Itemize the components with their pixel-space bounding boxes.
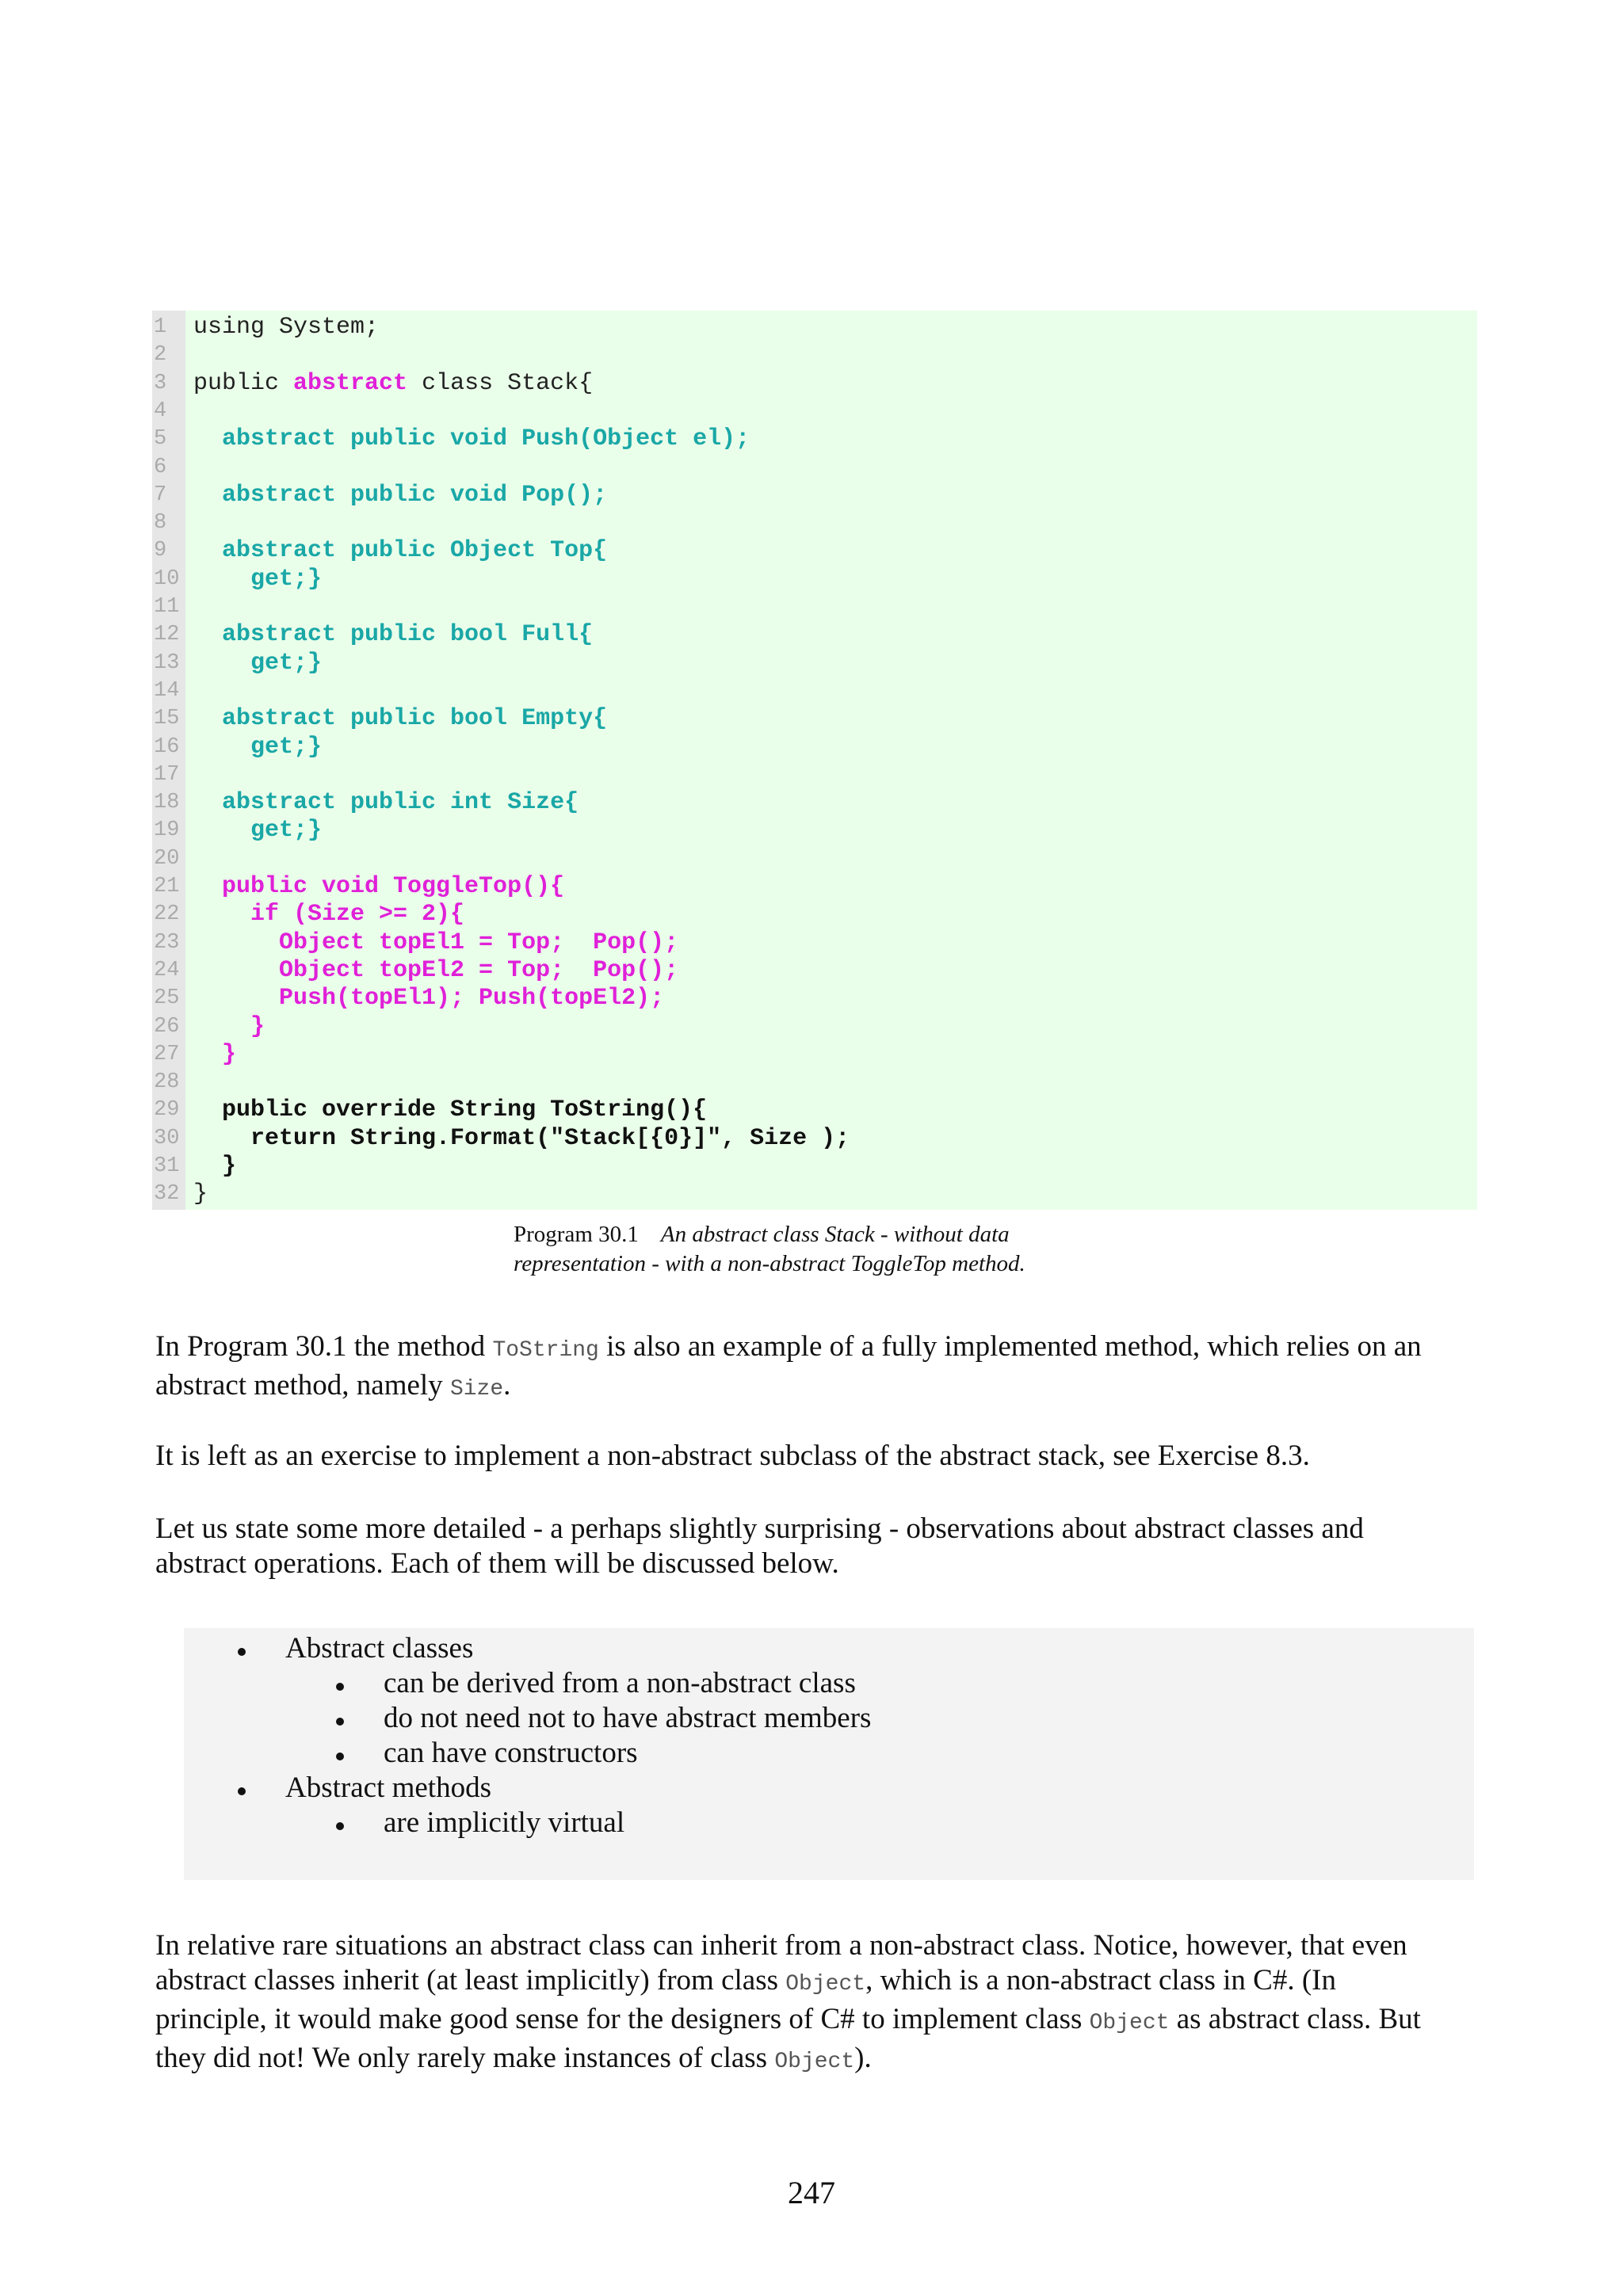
code-token: get;} [193, 733, 323, 761]
caption-number: Program 30.1 [514, 1222, 639, 1247]
bullet-virtual: are implicitly virtual [384, 1806, 625, 1839]
code-token: Object topEl1 = Top; Pop(); [193, 929, 679, 956]
code-token: get;} [193, 649, 323, 677]
inline-code-size: Size [449, 1377, 504, 1402]
line-number: 26 [154, 1014, 180, 1039]
paragraph-exercise: It is left as an exercise to implement a non-abstract subclass of the abstract stack, see Exercise 8.3. [155, 1440, 1310, 1472]
caption-text-line2: representation - with a non-abstract ToggleTop method. [514, 1251, 1025, 1276]
para1-text-b: is also an example of a fully implemented method, which relies on an [598, 1330, 1422, 1363]
code-token: Push(topEl1); Push(topEl2); [193, 985, 665, 1013]
line-number: 6 [154, 455, 167, 479]
code-token: public override String ToString(){ [193, 1097, 708, 1124]
line-number: 19 [154, 818, 180, 843]
code-text [193, 370, 593, 398]
line-number: 10 [154, 566, 180, 591]
bullet-derived: can be derived from a non-abstract class [384, 1667, 856, 1699]
line-number: 23 [154, 930, 180, 955]
code-text [193, 873, 564, 901]
bullet-dot [238, 1648, 246, 1656]
code-token: if (Size >= 2){ [193, 901, 465, 929]
bullet-dot [336, 1683, 344, 1691]
line-number: 28 [154, 1070, 180, 1095]
bullet-dot [238, 1787, 246, 1795]
code-token: abstract public void Push(Object el); [193, 425, 750, 453]
para4-line3-a: principle, it would make good sense for the designers of C# to implement class [155, 2003, 1090, 2035]
code-text [193, 705, 607, 733]
line-number: 18 [154, 791, 180, 815]
page-number: 247 [788, 2175, 835, 2210]
code-token: } [193, 1153, 237, 1180]
code-text [193, 425, 750, 453]
para4-line4-a: they did not! We only rarely make instances of class [155, 2042, 775, 2074]
line-number: 20 [154, 846, 180, 871]
code-token: public void ToggleTop(){ [193, 873, 565, 900]
line-number: 2 [154, 343, 167, 368]
code-text [193, 1097, 707, 1124]
paragraph-tostring [155, 1329, 1471, 1407]
code-text [193, 929, 678, 957]
code-token: return String.Format("Stack[{0}]", Size ); [193, 1124, 850, 1152]
code-token: abstract [293, 369, 408, 397]
line-number: 31 [154, 1154, 180, 1178]
bullet-dot [336, 1718, 344, 1726]
code-text [193, 957, 678, 985]
line-number: 9 [154, 539, 167, 563]
line-number: 8 [154, 511, 167, 536]
inline-code-object: Object [774, 2050, 855, 2074]
code-token: abstract public bool Empty{ [193, 705, 608, 733]
para4-line3-b: as abstract class. But [1169, 2003, 1421, 2035]
code-token: } [193, 1013, 265, 1040]
para4-line4-b: ). [854, 2042, 872, 2074]
code-text [193, 985, 664, 1013]
code-token: abstract public bool Full{ [193, 621, 594, 649]
line-number: 22 [154, 902, 180, 927]
code-text [193, 621, 593, 649]
bullet-box [184, 1628, 1474, 1880]
line-number: 27 [154, 1042, 180, 1066]
code-text [193, 817, 322, 845]
para1-text-c: abstract method, namely [155, 1369, 450, 1402]
inline-code-object: Object [1089, 2011, 1170, 2035]
para4-line2-a: abstract classes inherit (at least implicitly) from class [155, 1964, 786, 1997]
line-number: 7 [154, 482, 167, 507]
code-text [193, 1041, 236, 1069]
code-text [193, 1153, 236, 1180]
code-token: Object topEl2 = Top; Pop(); [193, 956, 679, 984]
code-token: } [193, 1040, 237, 1068]
code-text [193, 650, 322, 677]
paragraph-inheritance [155, 1928, 1471, 2080]
line-number: 30 [154, 1126, 180, 1150]
line-number: 4 [154, 399, 167, 423]
line-number: 17 [154, 762, 180, 787]
para4-line2-b: , which is a non-abstract class in C#. (In [865, 1964, 1336, 1997]
code-token: using System; [193, 314, 380, 341]
line-number: 12 [154, 623, 180, 647]
code-token: abstract public Object Top{ [193, 537, 608, 565]
code-text [193, 314, 379, 341]
bullet-abstract-classes: Abstract classes [285, 1632, 474, 1665]
code-token: } [193, 1180, 208, 1208]
bullet-no-abstract-members: do not need not to have abstract members [384, 1702, 872, 1734]
code-token: public [193, 369, 294, 397]
line-number: 5 [154, 427, 167, 452]
code-token: get;} [193, 565, 323, 593]
bullet-dot [336, 1753, 344, 1760]
bullet-constructors: can have constructors [384, 1737, 638, 1769]
line-number: 15 [154, 707, 180, 731]
code-text [193, 901, 464, 929]
bullet-abstract-methods: Abstract methods [285, 1772, 491, 1804]
line-number: 16 [154, 734, 180, 759]
code-text [193, 1013, 265, 1041]
code-token: class Stack{ [407, 369, 594, 397]
para4-line1: In relative rare situations an abstract class can inherit from a non-abstract class. Notice, however, that even [155, 1929, 1407, 1962]
line-number: 25 [154, 986, 180, 1011]
caption-text-line1: An abstract class Stack - without data [660, 1222, 1010, 1247]
para3-line2: abstract operations. Each of them will be discussed below. [155, 1547, 839, 1580]
code-token: abstract public int Size{ [193, 789, 579, 817]
line-number: 11 [154, 595, 180, 619]
line-number: 32 [154, 1182, 180, 1207]
code-text [193, 1125, 850, 1153]
line-number: 3 [154, 371, 167, 395]
para3-line1: Let us state some more detailed - a perhaps slightly surprising - observations about abstract classes and [155, 1512, 1364, 1545]
line-number: 24 [154, 958, 180, 982]
code-listing [152, 311, 1477, 1210]
line-number: 29 [154, 1098, 180, 1123]
code-text [193, 482, 607, 509]
code-token: get;} [193, 817, 323, 845]
line-number: 13 [154, 650, 180, 675]
code-text [193, 566, 322, 593]
line-number: 1 [154, 315, 167, 339]
inline-code-object: Object [785, 1972, 866, 1997]
code-text [193, 537, 607, 565]
inline-code-tostring: ToString [492, 1338, 599, 1363]
para1-text-d: . [503, 1369, 511, 1402]
para1-text-a: In Program 30.1 the method [155, 1330, 493, 1363]
line-number: 14 [154, 678, 180, 703]
line-number: 21 [154, 875, 180, 898]
program-caption [514, 1220, 1116, 1279]
paragraph-observations [155, 1512, 1471, 1581]
code-text [193, 1180, 208, 1208]
bullet-dot [336, 1822, 344, 1830]
code-token: abstract public void Pop(); [193, 481, 608, 509]
code-text [193, 734, 322, 761]
code-text [193, 789, 579, 817]
